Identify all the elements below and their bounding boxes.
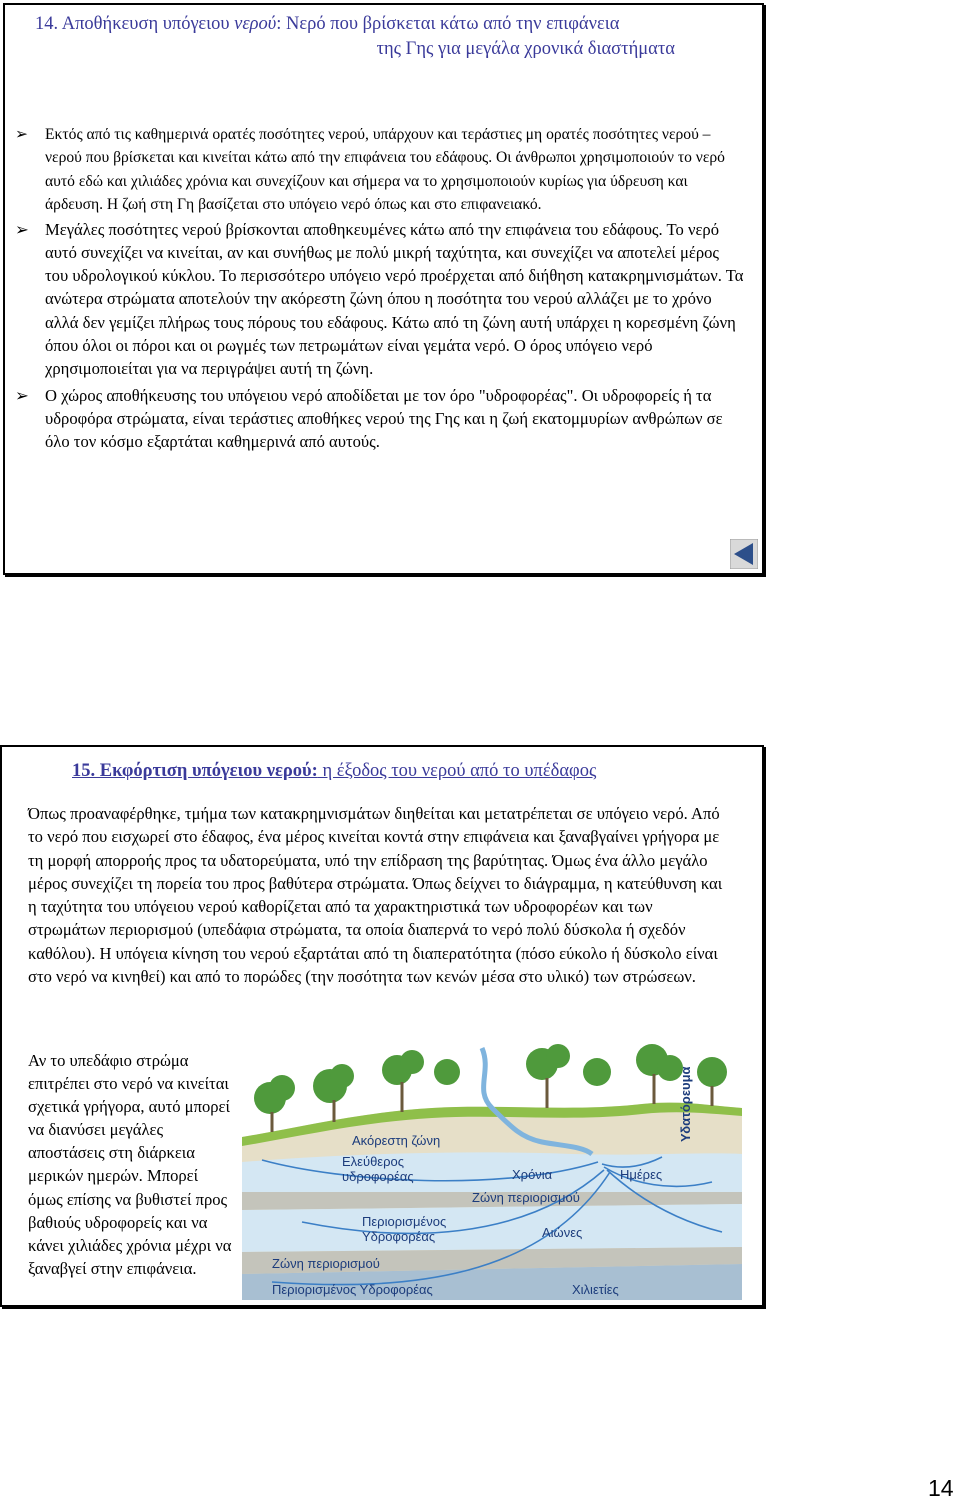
title-italic: νερού — [234, 14, 277, 34]
title-line-2: της Γης για μεγάλα χρονικά διαστήματα — [376, 39, 675, 59]
label-free-aquifer-2: υδροφορέας — [342, 1169, 414, 1184]
bullet-text: Εκτός από τις καθημερινά ορατές ποσότητες νερού, υπάρχουν και τεράστιες μη ορατές ποσότητες νερού – νερού που βρίσκεται και κινείται κάτω από την επιφάνεια του εδάφους. Οι άνθρωποι χρησιμοποιούν το νερό αυτό εδώ και χιλιάδες χρόνια και συνεχίζουν και σήμερα να το χρησιμοποιούν κυρίως για ύδρευση και άρδευση. Η ζωή στη Γη βασίζεται στο υπόγειο νερό όπως και στο επιφανειακό. — [45, 126, 725, 213]
label-stream: Υδατόρευμα — [678, 1066, 693, 1142]
title-rest: : Νερό που βρίσκεται κάτω από την επιφάνεια — [276, 14, 620, 34]
label-confining-zone-1: Ζώνη περιορισμού — [472, 1190, 580, 1205]
back-triangle-icon — [730, 539, 758, 569]
bullet-arrow-icon: ➢ — [15, 385, 29, 405]
bullet-text: Ο χώρος αποθήκευσης του υπόγειου νερό αποδίδεται με τον όρο "υδροφορέας". Οι υδροφορείς ή τα υδροφόρα στρώματα, είναι τεράστιες αποθήκες νερού της Γης και η ζωή εκατομμυρίων ανθρώπων σε όλο τον κόσμο εξαρτάται καθημερινά από αυτούς. — [45, 385, 723, 452]
title-head: 15. Εκφόρτιση υπόγειου νερού: — [72, 761, 318, 781]
back-button[interactable] — [730, 539, 758, 569]
label-centuries: Αιώνες — [542, 1225, 583, 1240]
bullet-arrow-icon: ➢ — [15, 220, 29, 240]
label-confined-aquifer-2: Υδροφορέας — [362, 1229, 436, 1244]
bullet-list — [15, 123, 745, 453]
label-free-aquifer-1: Ελεύθερος — [342, 1154, 404, 1169]
label-unsaturated: Ακόρεστη ζώνη — [352, 1133, 441, 1148]
bullet-item — [15, 123, 745, 216]
label-years: Χρόνια — [512, 1167, 553, 1182]
slide-title — [35, 12, 735, 62]
slide-number: 14. — [35, 14, 59, 34]
label-days: Ημέρες — [620, 1167, 663, 1182]
page-number: 14 — [928, 1475, 954, 1501]
bullet-item — [15, 218, 745, 380]
bullet-arrow-icon: ➢ — [15, 126, 29, 143]
slide-15 — [0, 745, 764, 1307]
title-rest: η έξοδος του νερού από το υπέδαφος — [317, 761, 597, 781]
intro-paragraph: Όπως προαναφέρθηκε, τμήμα των κατακρημνισμάτων διηθείται και μετατρέπεται σε υπόγειο νερό. Από το νερό που εισχωρεί στο έδαφος, ένα μέρος κινείται κοντά στην επιφάνεια και ξαναβγαίνει γρήγορα με τη μορφή απορροής προς τα υδατορεύματα, υπό την επίδραση της βαρύτητας. Όμως ένα άλλο μεγάλο μέρος συνεχίζει τη πορεία του προς βαθύτερα στρώματα. Όπως δείχνει το διάγραμμα, η κατεύθυνση και η ταχύτητα του υπόγειου νερού καθορίζεται από τα χαρακτηριστικά των υδροφορέων και των στρωμάτων περιορισμού (υπεδάφια στρώματα, τα οποία διαπερνά το νερό πολύ δύσκολα ή σχεδόν καθόλου). Η υπόγεια κίνηση του νερού εξαρτάται από τη διαπερατότητα (πόσο εύκολο ή δύσκολο είναι στο νερό να κινηθεί) και από το πορώδες (την ποσότητα των κενών μέσα στο υλικό) των στρώσεων. — [28, 804, 723, 987]
label-confined-aquifer-1: Περιορισμένος — [362, 1214, 447, 1229]
side-paragraph: Αν το υπεδάφιο στρώμα επιτρέπει στο νερό να κινείται σχετικά γρήγορα, αυτό μπορεί να διανύσει μεγάλες αποστάσεις στη διάρκεια μερικών ημερών. Μπορεί όμως επίσης να βυθιστεί προς βαθιούς υδροφορείς και να κάνει χιλιάδες χρόνια μέχρι να ξαναβγεί στην επιφάνεια. — [28, 1051, 232, 1278]
slide-title — [72, 759, 712, 783]
label-millennia: Χιλιετίες — [572, 1282, 619, 1297]
bullet-item — [15, 384, 745, 453]
label-confining-zone-2: Ζώνη περιορισμού — [272, 1256, 380, 1271]
title-head: Αποθήκευση υπόγειου — [61, 14, 235, 34]
groundwater-diagram — [242, 1042, 742, 1300]
slide-14 — [3, 3, 764, 575]
bullet-text: Μεγάλες ποσότητες νερού βρίσκονται αποθηκευμένες κάτω από την επιφάνεια του εδάφους. Το νερό αυτό συνεχίζει να κινείται, αν και συνήθως με πολύ μικρή ταχύτητα, και συνεχίζει να αποτελεί μέρος του υδρολογικού κύκλου. Το περισσότερο υπόγειο νερό προέρχεται από διήθηση κατακρημνισμάτων. Τα ανώτερα στρώματα αποτελούν την ακόρεστη ζώνη όπου η ποσότητα του νερού αλλάζει με το χρόνο αλλά δεν γεμίζει πλήρως τους πόρους του εδάφους. Κάτω από τη ζώνη αυτή υπάρχει η κορεσμένη ζώνη όπου όλοι οι πόροι και οι ρωγμές των πετρωμάτων είναι γεμάτα νερό. Ο όρος υπόγειο νερό χρησιμοποιείται για να περιγράψει αυτή τη ζώνη. — [45, 220, 744, 378]
label-confined-aquifer-3: Περιορισμένος Υδροφορέας — [272, 1282, 433, 1297]
